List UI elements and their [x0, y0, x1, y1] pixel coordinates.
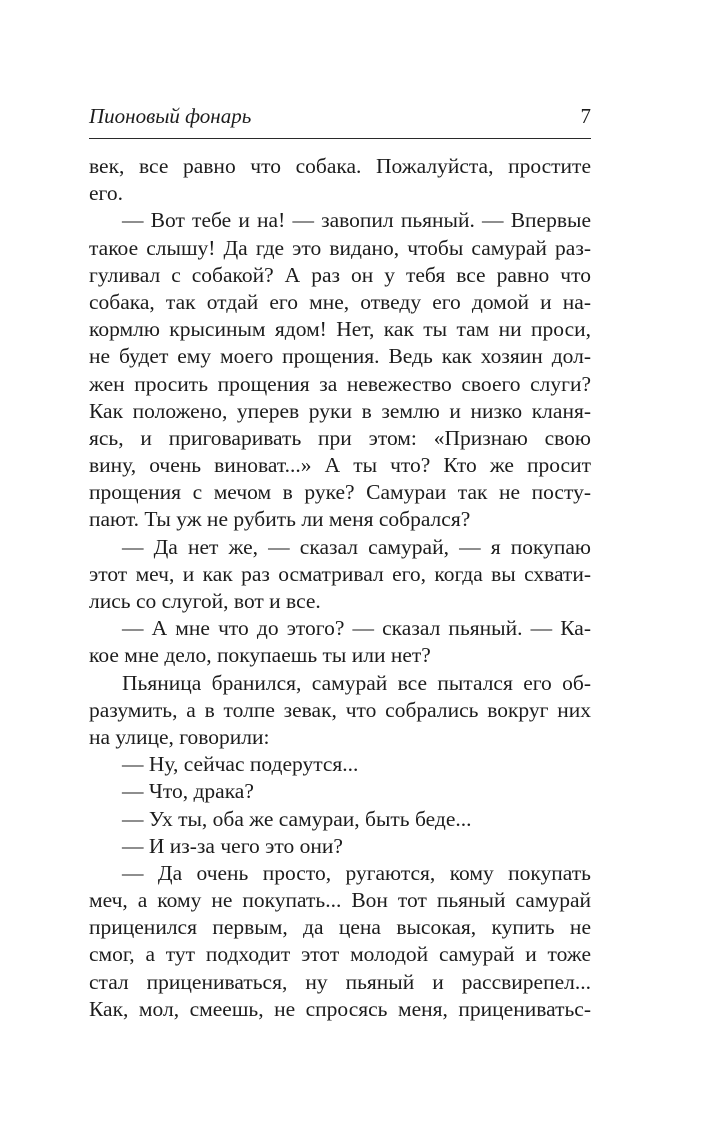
text-line: ясь, и приговаривать при этом: «Признаю свою: [89, 425, 591, 450]
text-line: вину, очень виноват...» А ты что? Кто же просит: [89, 453, 591, 478]
text-line: Как, мол, смеешь, не спросясь меня, прицениватьс-: [89, 996, 591, 1021]
text-line: гуливал с собакой? А раз он у тебя все равно что: [89, 262, 591, 287]
page-number: 7: [580, 104, 591, 128]
text-line: — И из-за чего это они?: [122, 833, 343, 858]
text-line: кое мне дело, покупаешь ты или нет?: [89, 643, 431, 668]
text-line: смог, а тут подходит этот молодой самурай и тоже: [89, 942, 591, 967]
text-line: — А мне что до этого? — сказал пьяный. — Ка-: [122, 616, 591, 641]
text-line: стал прицениваться, ну пьяный и рассвирепел...: [89, 969, 591, 994]
text-line: разумить, а в толпе зевак, что собрались вокруг них: [89, 697, 591, 722]
text-line: пают. Ты уж не рубить ли меня собрался?: [89, 507, 471, 532]
text-line: на улице, говорили:: [89, 724, 270, 749]
text-line: кормлю крысиным ядом! Нет, как ты там ни проси,: [89, 317, 591, 342]
text-line: Пьяница бранился, самурай все пытался его об-: [122, 670, 591, 695]
text-line: лись со слугой, вот и все.: [89, 589, 321, 613]
text-line: не будет ему моего прощения. Ведь как хозяин дол-: [89, 344, 591, 369]
text-line: его.: [89, 181, 123, 206]
text-line: — Вот тебе и на! — завопил пьяный. — Впервые: [122, 208, 591, 233]
text-line: жен просить прощения за невежество своего слуги?: [89, 371, 591, 396]
text-line: — Да очень просто, ругаются, кому покупать: [122, 860, 591, 885]
text-line: — Да нет же, — сказал самурай, — я покупаю: [122, 534, 591, 559]
text-line: прощения с мечом в руке? Самураи так не посту-: [89, 480, 591, 505]
text-line: собака, так отдай его мне, отведу его домой и на-: [89, 289, 591, 314]
text-line: Как положено, уперев руки в землю и низко кланя-: [89, 398, 591, 423]
text-line: меч, а кому не покупать... Вон тот пьяный самурай: [89, 888, 591, 913]
text-line: такое слышу! Да где это видано, чтобы самурай раз-: [89, 235, 591, 260]
text-line: приценился первым, да цена высокая, купить не: [89, 915, 591, 940]
text-line: — Что, драка?: [122, 779, 254, 804]
text-line: — Ну, сейчас подерутся...: [122, 752, 359, 777]
running-title: Пионовый фонарь: [89, 104, 252, 128]
body-text: [89, 153, 591, 1023]
text-line: век, все равно что собака. Пожалуйста, простите: [89, 154, 591, 178]
text-line: — Ух ты, оба же самураи, быть беде...: [122, 806, 472, 831]
text-line: этот меч, и как раз осматривал его, когда вы схвати-: [89, 561, 591, 586]
header-rule: [89, 138, 591, 139]
